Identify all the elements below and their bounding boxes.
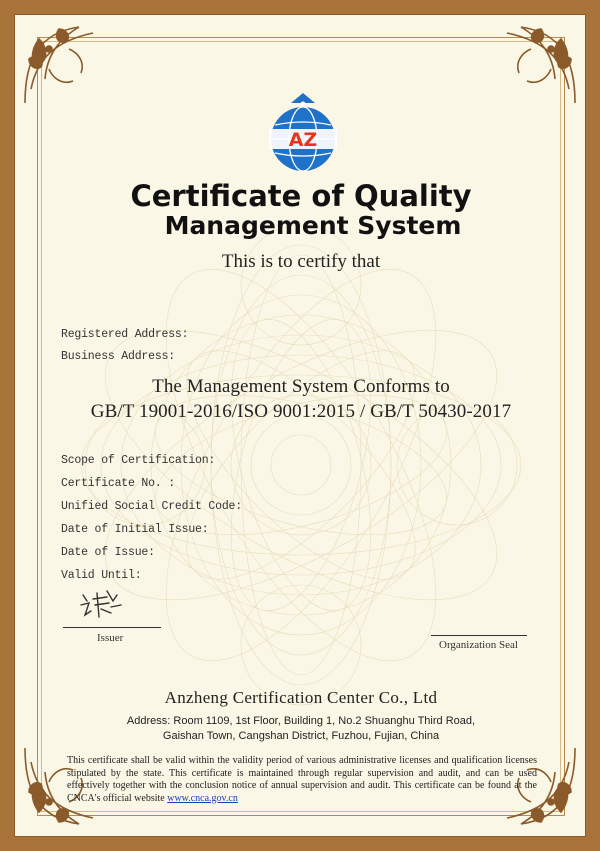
issuer-signature-icon	[77, 587, 127, 623]
issuer-signature-line	[63, 627, 161, 628]
company-name: Anzheng Certification Center Co., Ltd	[164, 688, 438, 707]
organization-seal-label: Organization Seal	[439, 639, 518, 651]
certificate-subtitle: Management System	[164, 211, 462, 240]
issuer-label: Issuer	[97, 632, 124, 644]
registered-address-label: Registered Address:	[61, 328, 189, 341]
certificate-paper	[14, 14, 586, 837]
conformity-statement: The Management System Conforms to	[152, 376, 450, 397]
scope-label: Scope of Certification:	[61, 454, 216, 467]
certificate-no-label: Certificate No. :	[61, 477, 175, 490]
validity-notice-text: This certificate shall be valid within the validity period of various administrative licenses and qualification licenses stipulated by the state. This certificate is maintained through regular supervision and audit, and can be used effectively together with the conclusion notice of annual supervision and audit. This certificate can be found at the CNCA's official website	[67, 755, 537, 804]
corner-ornament-icon	[491, 19, 581, 109]
date-of-issue-label: Date of Issue:	[61, 546, 155, 559]
seal-line	[431, 635, 527, 636]
business-address-label: Business Address:	[61, 350, 175, 363]
company-logo-icon	[263, 91, 343, 181]
validity-notice	[67, 755, 537, 805]
logo-text: AZ	[288, 129, 318, 151]
company-address-line2: Gaishan Town, Cangshan District, Fuzhou, Fujian, China	[162, 730, 440, 742]
corner-ornament-icon	[19, 19, 109, 109]
company-address-line1: Address: Room 1109, 1st Floor, Building 1, No.2 Shuanghu Third Road,	[126, 715, 476, 727]
valid-until-label: Valid Until:	[61, 569, 142, 582]
certify-statement: This is to certify that	[221, 251, 381, 272]
credit-code-label: Unified Social Credit Code:	[61, 500, 242, 513]
certificate-title: Certificate of Quality	[130, 179, 472, 213]
standards-list: GB/T 19001-2016/ISO 9001:2015 / GB/T 50430-2017	[90, 401, 512, 422]
cnca-website-link[interactable]: www.cnca.gov.cn	[167, 792, 238, 804]
initial-issue-label: Date of Initial Issue:	[61, 523, 209, 536]
